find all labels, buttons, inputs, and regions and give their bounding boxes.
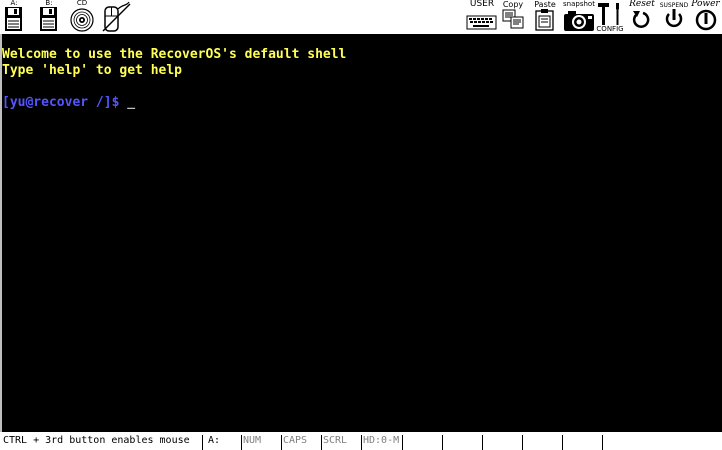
status-separator — [361, 435, 362, 450]
suspend-button[interactable] — [658, 0, 690, 34]
mouse-toggle-button[interactable] — [99, 0, 133, 34]
toolbar — [0, 0, 722, 34]
status-separator — [602, 435, 603, 450]
shell-prompt: [yu@recover /]$ — [2, 95, 120, 110]
suspend-icon — [658, 0, 690, 34]
status-bar — [0, 432, 722, 450]
floppy-a-button[interactable] — [2, 0, 26, 34]
floppy-a-label: A: — [10, 0, 18, 7]
config-button[interactable] — [596, 0, 624, 34]
cdrom-icon — [68, 0, 96, 34]
status-separator — [522, 435, 523, 450]
copy-label: Copy — [502, 0, 524, 9]
status-separator — [402, 435, 403, 450]
reset-button[interactable] — [626, 0, 658, 34]
terminal-left-border — [0, 34, 2, 432]
user-label: USER — [469, 0, 495, 9]
config-label: CONFIG — [596, 25, 624, 33]
terminal-screen[interactable] — [0, 34, 722, 432]
paste-button[interactable] — [532, 0, 558, 34]
suspend-label: SUSPEND — [659, 2, 689, 9]
status-scrl-indicator: SCRL — [323, 435, 348, 446]
snapshot-label: snapshot — [563, 0, 595, 8]
mouse-disabled-icon — [99, 0, 133, 34]
prompt-line — [2, 95, 135, 111]
status-message: CTRL + 3rd button enables mouse — [3, 435, 190, 446]
status-separator — [562, 435, 563, 450]
floppy-b-button[interactable] — [37, 0, 61, 34]
power-icon — [689, 0, 722, 34]
snapshot-button[interactable] — [561, 0, 597, 34]
floppy-icon — [37, 0, 61, 34]
status-caps-indicator: CAPS — [283, 435, 308, 446]
clipboard-icon — [532, 0, 558, 34]
camera-icon — [561, 0, 597, 34]
reset-label: Reset — [629, 0, 655, 9]
floppy-icon — [2, 0, 26, 34]
status-floppy-indicator: A: — [208, 435, 221, 446]
copy-button[interactable] — [500, 0, 526, 34]
status-separator — [202, 435, 203, 450]
cdrom-label: CD — [76, 0, 88, 7]
reset-icon — [626, 0, 658, 34]
status-separator — [482, 435, 483, 450]
status-hd-indicator: HD:0-M — [363, 435, 400, 446]
help-line: Type 'help' to get help — [2, 63, 183, 78]
paste-label: Paste — [534, 0, 556, 9]
cdrom-button[interactable] — [68, 0, 96, 34]
text-cursor: _ — [127, 95, 136, 110]
user-button[interactable] — [466, 0, 498, 34]
status-separator — [442, 435, 443, 450]
power-label: Power — [691, 0, 720, 9]
status-num-indicator: NUM — [243, 435, 262, 446]
status-separator — [321, 435, 322, 450]
copy-icon — [500, 0, 526, 34]
keyboard-icon — [466, 0, 498, 34]
floppy-b-label: B: — [45, 0, 53, 7]
status-separator — [281, 435, 282, 450]
welcome-line: Welcome to use the RecoverOS's default shell — [2, 47, 347, 62]
power-button[interactable] — [689, 0, 722, 34]
status-separator — [241, 435, 242, 450]
